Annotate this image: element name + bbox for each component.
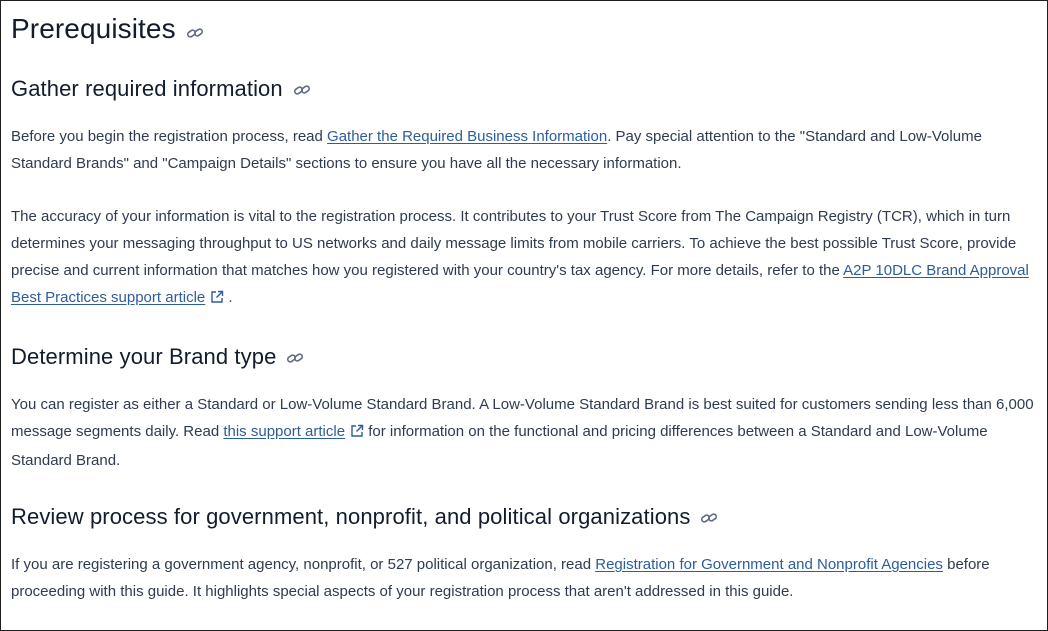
link-icon[interactable] [700,504,718,532]
link-brand-approval-best-practices[interactable]: A2P 10DLC Brand Approval Best Practices support article [11,262,1029,306]
text: . Pay special attention to the "Standard and Low-Volume Standard Brands" and "Campaign Details" sections to ensure you have all the necessary information. [11,128,982,172]
page-title [11,12,204,48]
section-heading-review-text: Review process for government, nonprofit, and political organizations [11,504,691,529]
paragraph-brand [11,391,1036,474]
text: The accuracy of your information is vital to the registration process. It contributes to your Trust Score from The Campaign Registry (TCR), which in turn determines your messaging throughput to US networks and daily message limits from mobile carriers. To achieve the best possible Trust Score, provide precise and current information that matches how you registered with your country's tax agency. For more details, refer to the [11,208,1017,279]
text: . [224,289,233,306]
link-support-article[interactable]: this support article [223,423,346,440]
section-heading-gather [11,75,311,104]
paragraph-gather-1 [11,123,1036,177]
link-registration-government-nonprofit[interactable]: Registration for Government and Nonprofit Agencies [595,556,943,573]
text: You can register as either a Standard or Low-Volume Standard Brand. A Low-Volume Standard Brand is best suited for customers sending less than 6,000 message segments daily. Read [11,396,1034,440]
page-title-text: Prerequisites [11,13,176,44]
external-link-icon[interactable] [350,420,364,447]
section-heading-gather-text: Gather required information [11,76,283,101]
section-heading-brand-text: Determine your Brand type [11,344,277,369]
text: If you are registering a government agency, nonprofit, or 527 political organization, read [11,556,596,573]
link-icon[interactable] [186,14,204,48]
link-gather-required-info[interactable]: Gather the Required Business Information [327,128,608,145]
link-icon[interactable] [286,344,304,372]
text: for information on the functional and pricing differences between a Standard and Low-Volume Standard Brand. [11,423,988,469]
paragraph-review [11,551,1036,605]
text: Before you begin the registration process, read [11,128,328,145]
external-link-icon[interactable] [210,286,224,313]
text: before proceeding with this guide. It highlights special aspects of your registration process that aren't addressed in this guide. [11,556,990,600]
section-heading-brand [11,343,304,372]
paragraph-gather-2 [11,203,1036,313]
section-heading-review [11,503,718,532]
link-icon[interactable] [293,76,311,104]
